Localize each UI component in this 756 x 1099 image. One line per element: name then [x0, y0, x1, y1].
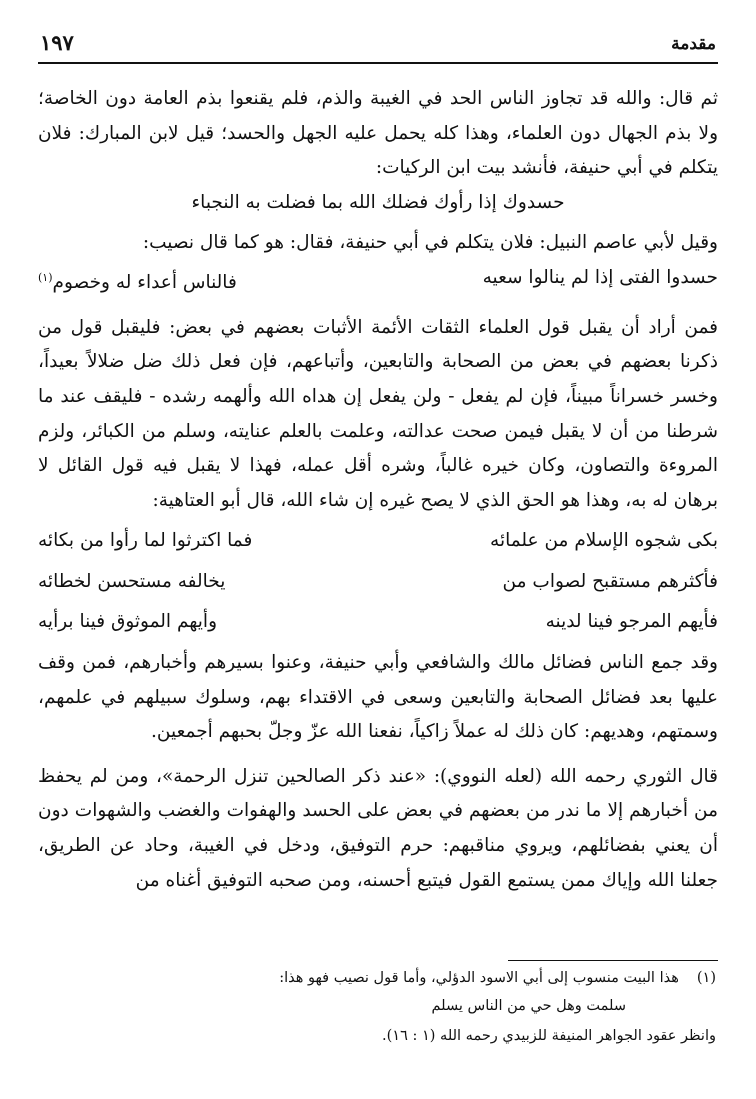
verse-second-hemistich: يخالفه مستحسن لخطائه	[38, 570, 226, 592]
verse-second-hemistich: فما اكترثوا لما رأوا من بكائه	[38, 530, 253, 552]
paragraph-1: ثم قال: والله قد تجاوز الناس الحد في الغيبة والذم، فلم يقنعوا بذم العامة دون الخاصة؛ ولا بذم الجهال دون العلماء، وهذا كله يحمل عليه الجهل والحسد؛ قيل لابن المبارك: فلان يتكلم في أبي حنيفة، فأنشد بيت ابن الركيات:	[38, 88, 718, 179]
paragraph-2: وقيل لأبي عاصم النبيل: فلان يتكلم في أبي حنيفة، فقال: هو كما قال نصيب:	[142, 232, 718, 254]
paragraph-3: فمن أراد أن يقبل قول العلماء الثقات الأئمة الأثبات بعضهم في بعض: فليقبل قول من ذكرنا بعضهم في بعض من الصحابة والتابعين، وأتباعهم، فإن فعل ذلك ضل ضلالاً بعيداً، وخسر خسراناً مبيناً، فإن لم يفعل - ولن يفعل إن هداه الله وألهمه رشده - فليقف عند ما شرطنا من أن لا يقبل فيمن صحت عدالته، وعلمت بالعلم عنايته، وسلم من الكبائر، ولزم المروءة والتصاون، وكان خيره غالباً، وشره أقل عمله، فهذا لا يقبل فيه قول القائل لا برهان له به، وهذا هو الحق الذي لا يصح غيره إن شاء الله، قال أبو العتاهية:	[38, 316, 718, 511]
verse-first-hemistich: فأيهم المرجو فينا لدينه	[545, 611, 718, 633]
verse-second-hemistich: وأيهم الموثوق فينا برأيه	[38, 611, 218, 633]
verse-atahiya-3	[38, 605, 718, 640]
page-header	[38, 28, 718, 64]
footnote-ref[interactable]: (١)	[38, 270, 53, 284]
verse-first-hemistich: فأكثرهم مستقبح لصواب من	[502, 570, 718, 592]
verse-second-text: فالناس أعداء له وخصوم	[52, 272, 237, 294]
verse-first-hemistich: حسدوا الفتى إذا لم ينالوا سعيه	[482, 266, 718, 288]
footnote-verse: سلمت وهل حي من الناس يسلم	[431, 998, 626, 1014]
footnote-separator	[508, 960, 718, 961]
verse-second-hemistich	[38, 261, 237, 301]
paragraph-4: وقد جمع الناس فضائل مالك والشافعي وأبي حنيفة، وعنوا بسيرهم وأخبارهم، فمن وقف عليها بعد فضائل الصحابة والتابعين وسعى في الاقتداء بهم، وسلوك سبيلهم في علمهم، وسمتهم، وهديهم: كان ذلك له عملاً زاكياً، نفعنا الله عزّ وجلّ بحبهم أجمعين.	[38, 652, 718, 743]
verse-first-hemistich: بكى شجوه الإسلام من علمائه	[490, 530, 718, 552]
footnote-1	[80, 970, 716, 986]
verse-atahiya-2	[38, 565, 718, 600]
chapter-title: مقدمة	[671, 34, 716, 54]
footnote-number: (١)	[696, 970, 716, 986]
page-number: ١٩٧	[40, 30, 74, 55]
verse-nusayb	[38, 261, 718, 301]
verse-hasaduka	[38, 186, 718, 221]
footnote-text: هذا البيت منسوب إلى أبي الاسود الدؤلي، وأما قول نصيب فهو هذا:	[279, 970, 679, 986]
footnote-reference: وانظر عقود الجواهر المنيفة للزبيدي رحمه الله (١ : ١٦).	[382, 1028, 716, 1044]
verse-text: حسدوك إذا رأوك فضلك الله بما فضلت به النجباء	[191, 191, 565, 213]
verse-atahiya-1	[38, 524, 718, 559]
page-body	[38, 82, 718, 898]
paragraph-5: قال الثوري رحمه الله (لعله النووي): «عند ذكر الصالحين تنزل الرحمة»، ومن لم يحفظ من أخبارهم إلا ما ندر من بعضهم في بعض على الحسد والهفوات والغضب والشهوات دون أن يعني بفضائلهم، ويروي مناقبهم: حرم التوفيق، ودخل في الغيبة، وحاد عن الطريق، جعلنا الله وإياك ممن يستمع القول فيتبع أحسنه، ومن صحبه التوفيق أغناه من	[38, 765, 718, 891]
